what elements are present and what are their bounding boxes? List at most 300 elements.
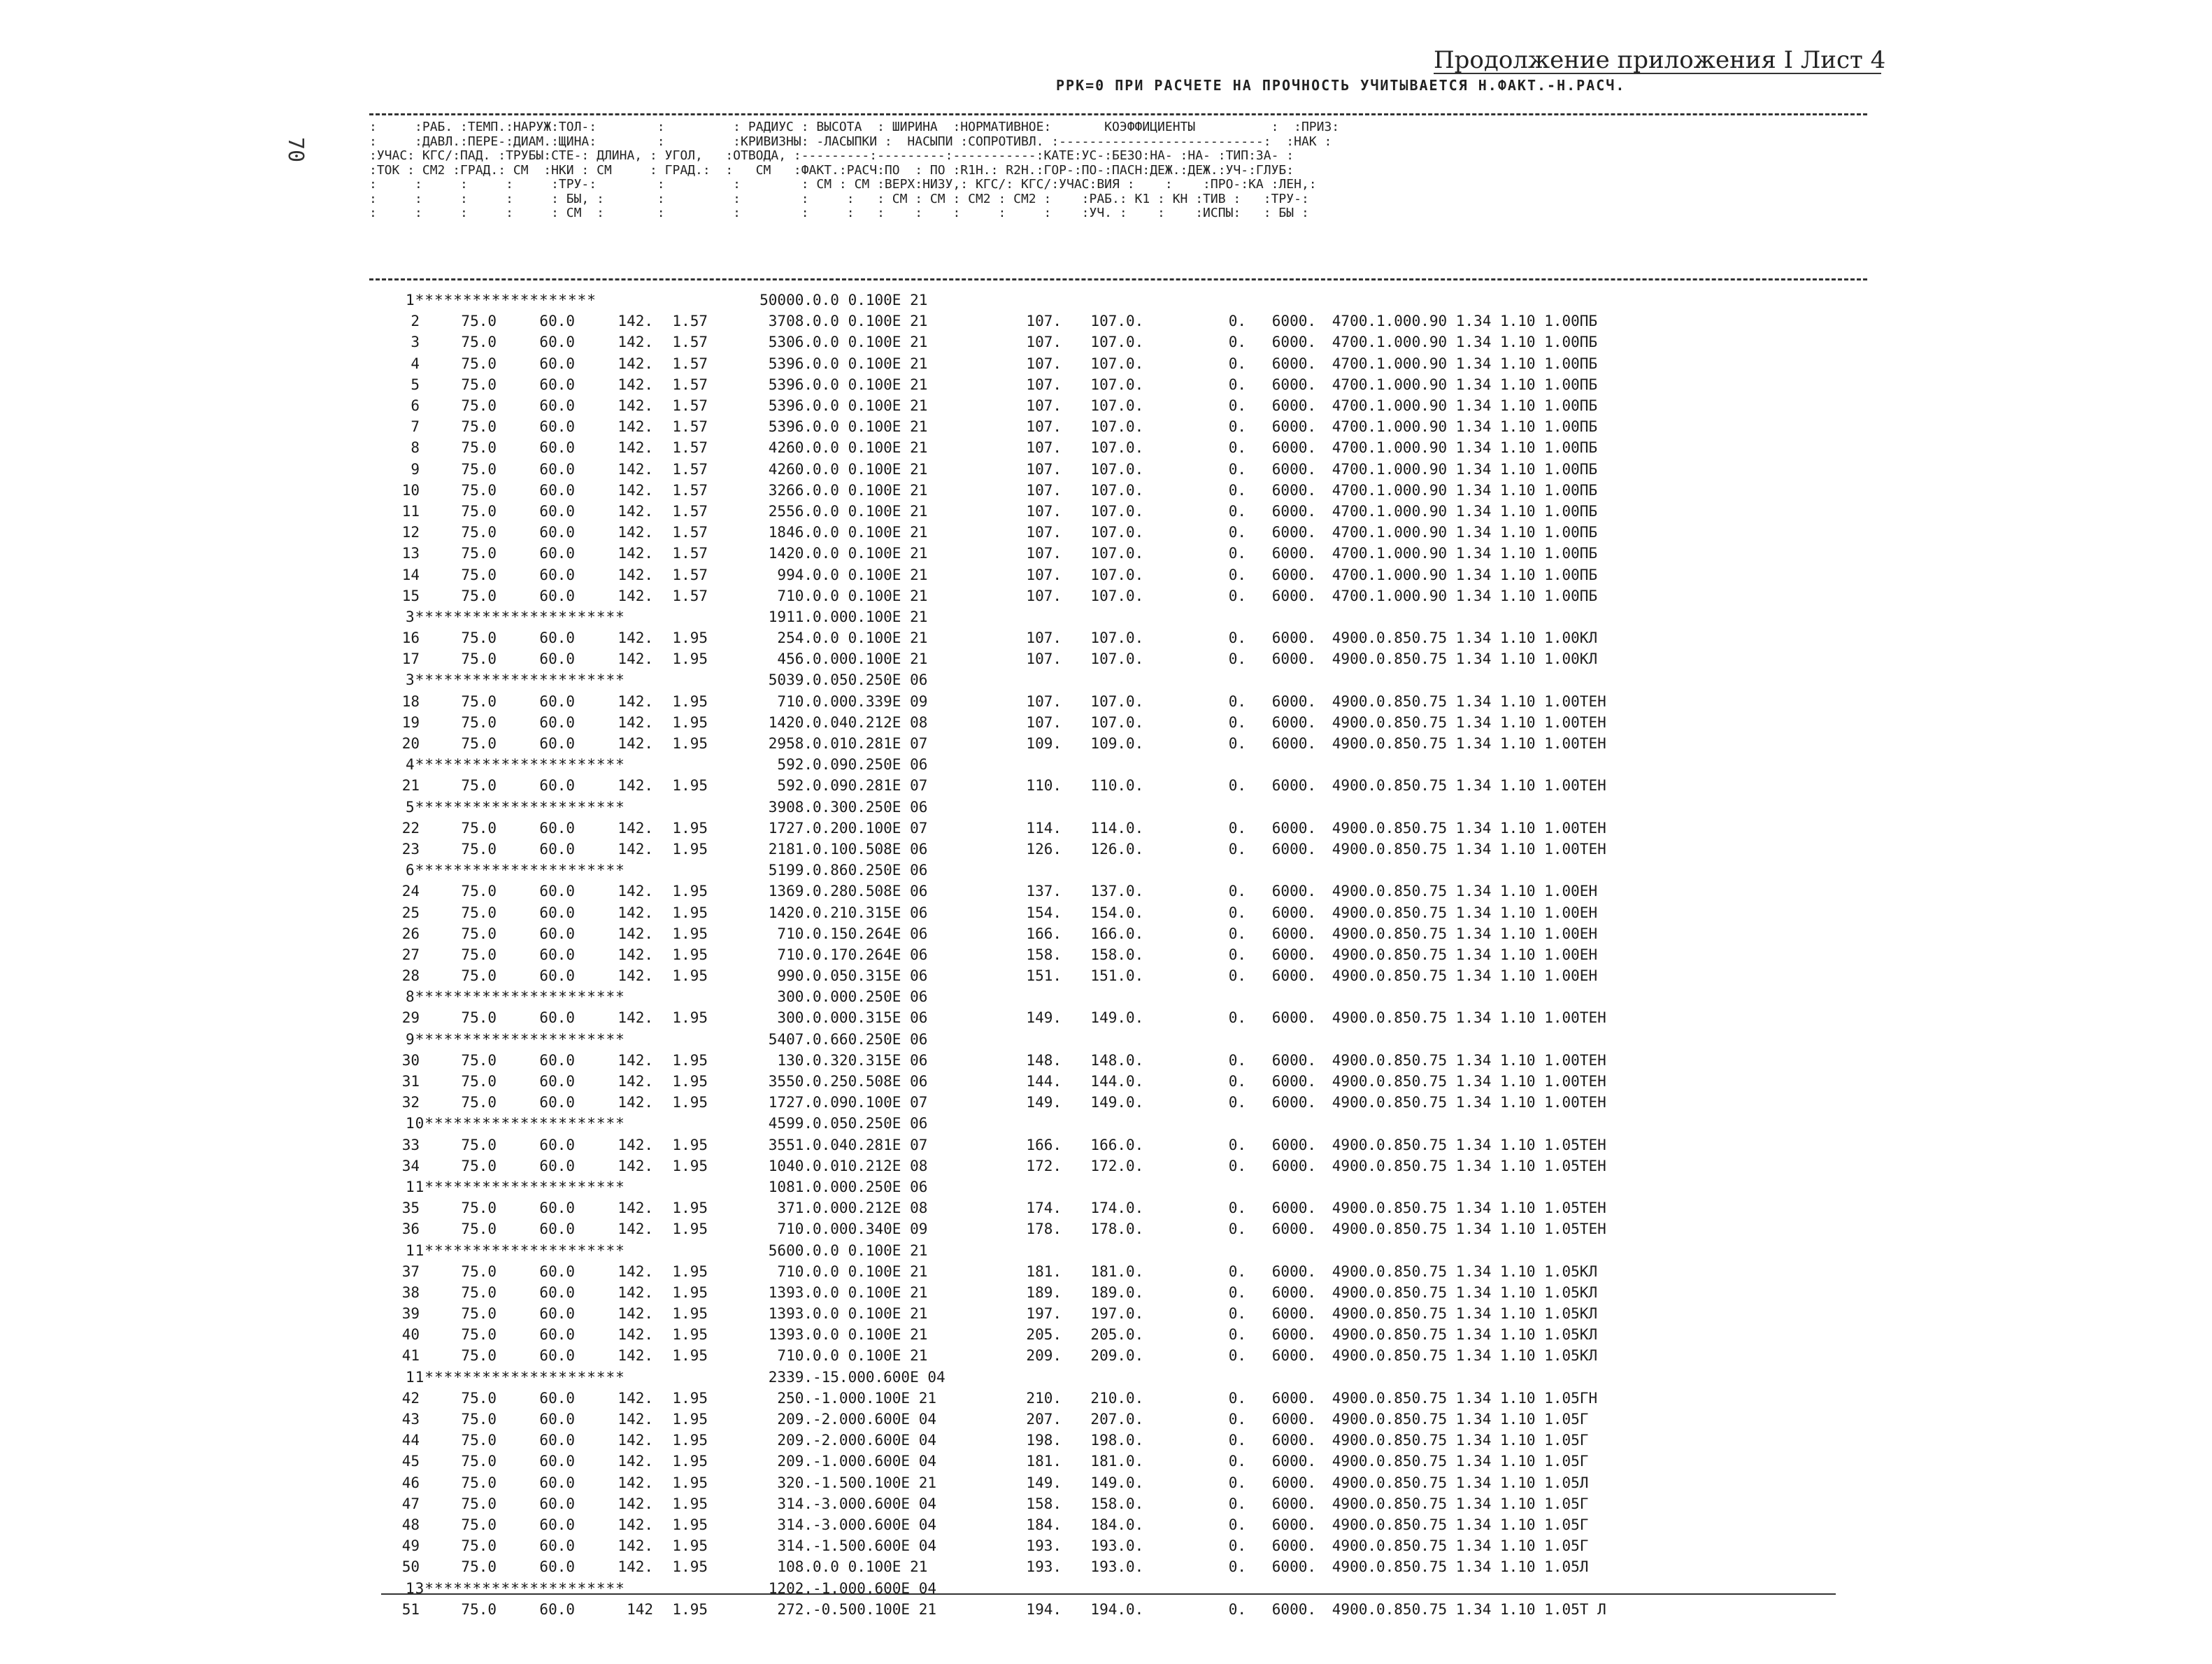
cell-h1: 198. — [1026, 1432, 1062, 1449]
cell-h2: 107. — [1090, 481, 1126, 499]
cell-angle: -1.500.600E 04 — [813, 1537, 937, 1555]
group-angle: 0.0 0.100E 21 — [813, 292, 928, 309]
cell-up: 0. — [1126, 946, 1144, 963]
cell-p: 75.0 — [461, 1537, 497, 1555]
cell-r2: 4700. — [1332, 524, 1376, 541]
cell-k: 0.850.75 1.34 1.10 1.00 — [1376, 692, 1580, 710]
cell-len: 710. — [777, 1263, 813, 1280]
cell-dn: 0. — [1228, 524, 1246, 541]
cell-angle: 0.0 0.100E 21 — [813, 481, 928, 499]
cell-r1: 6000. — [1271, 524, 1316, 541]
cell-p: 75.0 — [461, 1411, 497, 1428]
table-row — [378, 395, 1622, 416]
table-row — [378, 1007, 1622, 1028]
cell-r2: 4900. — [1332, 1432, 1376, 1449]
cell-s: 1.57 — [672, 313, 708, 330]
cell-k: 1.000.90 1.34 1.10 1.00 — [1376, 460, 1580, 478]
cell-cat: Г — [1579, 1432, 1589, 1449]
cell-s: 1.95 — [672, 1347, 708, 1365]
cell-t: 60.0 — [539, 1073, 575, 1090]
cell-h2: 158. — [1090, 946, 1126, 963]
cell-t: 60.0 — [539, 587, 575, 604]
cell-up: 0. — [1126, 777, 1144, 795]
cell-r2: 4900. — [1332, 1221, 1376, 1238]
cell-h1: 107. — [1026, 566, 1062, 583]
cell-r1: 6000. — [1271, 819, 1316, 837]
cell-up: 0. — [1126, 1200, 1144, 1217]
cell-r1: 6000. — [1271, 1305, 1316, 1323]
cell-h2: 126. — [1090, 840, 1126, 858]
cell-dn: 0. — [1228, 946, 1246, 963]
group-length: 300. — [777, 988, 813, 1006]
cell-angle: 0.090.281E 07 — [813, 777, 928, 795]
cell-r2: 4700. — [1332, 439, 1376, 457]
cell-r1: 6000. — [1271, 418, 1316, 436]
cell-p: 75.0 — [461, 1305, 497, 1323]
cell-k: 0.850.75 1.34 1.10 1.05 — [1376, 1600, 1580, 1618]
cell-r1: 6000. — [1271, 1009, 1316, 1027]
cell-r1: 6000. — [1271, 439, 1316, 457]
cell-r1: 6000. — [1271, 313, 1316, 330]
cell-k: 1.000.90 1.34 1.10 1.00 — [1376, 439, 1580, 457]
cell-t: 60.0 — [539, 1009, 575, 1027]
cell-dn: 0. — [1228, 735, 1246, 753]
cell-r1: 6000. — [1271, 1558, 1316, 1576]
cell-t: 60.0 — [539, 566, 575, 583]
table-header-line: : : : : : БЫ, : : : : : : СМ : СМ : СМ2 : СМ2 : :РАБ.: К1 : КН :ТИВ : :ТРУ-: — [369, 191, 1309, 206]
cell-len: 5396. — [768, 418, 813, 436]
cell-r1: 6000. — [1271, 397, 1316, 415]
group-angle: 0.050.250E 06 — [813, 671, 928, 689]
cell-r2: 4700. — [1332, 587, 1376, 604]
cell-h2: 107. — [1090, 692, 1126, 710]
cell-up: 0. — [1126, 1558, 1144, 1576]
cell-dn: 0. — [1228, 334, 1246, 351]
cell-n: 19 — [401, 713, 420, 731]
cell-dn: 0. — [1228, 692, 1246, 710]
cell-len: 1040. — [768, 1157, 813, 1174]
cell-h1: 181. — [1026, 1453, 1062, 1470]
cell-dn: 0. — [1228, 1157, 1246, 1174]
cell-len: 3550. — [768, 1073, 813, 1090]
cell-up: 0. — [1126, 524, 1144, 541]
cell-d: 142. — [618, 1495, 653, 1512]
cell-angle: -2.000.600E 04 — [813, 1432, 937, 1449]
cell-r2: 4900. — [1332, 1389, 1376, 1407]
cell-d: 142. — [618, 692, 653, 710]
cell-t: 60.0 — [539, 904, 575, 921]
cell-cat: ПБ — [1579, 376, 1598, 393]
cell-p: 75.0 — [461, 334, 497, 351]
cell-up: 0. — [1126, 692, 1144, 710]
table-row — [378, 1388, 1622, 1409]
cell-r2: 4900. — [1332, 1326, 1376, 1344]
group-marker — [378, 1029, 708, 1050]
cell-up: 0. — [1126, 1136, 1144, 1153]
cell-dn: 0. — [1228, 566, 1246, 583]
cell-dn: 0. — [1228, 713, 1246, 731]
cell-s: 1.95 — [672, 1009, 708, 1027]
cell-cat: ЕН — [1579, 904, 1598, 921]
cell-cat: ЕН — [1579, 925, 1598, 942]
cell-t: 60.0 — [539, 460, 575, 478]
cell-k: 0.850.75 1.34 1.10 1.05 — [1376, 1283, 1580, 1301]
page-subtitle: РРК=0 ПРИ РАСЧЕТЕ НА ПРОЧНОСТЬ УЧИТЫВАЕТСЯ Н.ФАКТ.-Н.РАСЧ. — [1056, 77, 1626, 94]
cell-cat: ТЕН — [1579, 735, 1606, 753]
results-table — [378, 290, 1622, 1620]
cell-n: 49 — [401, 1537, 420, 1555]
cell-cat: ТЕН — [1579, 1073, 1606, 1090]
cell-k: 0.850.75 1.34 1.10 1.00 — [1376, 883, 1580, 900]
cell-p: 75.0 — [461, 355, 497, 372]
cell-h2: 109. — [1090, 735, 1126, 753]
cell-t: 60.0 — [539, 692, 575, 710]
cell-r1: 6000. — [1271, 481, 1316, 499]
cell-r1: 6000. — [1271, 355, 1316, 372]
group-summary-row — [378, 986, 1622, 1007]
group-angle: 0.000.250E 06 — [813, 988, 928, 1006]
cell-h2: 149. — [1090, 1094, 1126, 1111]
cell-dn: 0. — [1228, 1009, 1246, 1027]
cell-t: 60.0 — [539, 1347, 575, 1365]
group-marker — [378, 797, 708, 818]
cell-p: 75.0 — [461, 1326, 497, 1344]
cell-s: 1.95 — [672, 1157, 708, 1174]
cell-k: 0.850.75 1.34 1.10 1.00 — [1376, 967, 1580, 985]
cell-k: 0.850.75 1.34 1.10 1.00 — [1376, 904, 1580, 921]
cell-t: 60.0 — [539, 502, 575, 520]
cell-d: 142. — [618, 1073, 653, 1090]
cell-n: 16 — [401, 630, 420, 647]
cell-r1: 6000. — [1271, 1347, 1316, 1365]
cell-n: 26 — [401, 925, 420, 942]
cell-t: 60.0 — [539, 1136, 575, 1153]
cell-d: 142. — [618, 650, 653, 668]
cell-p: 75.0 — [461, 777, 497, 795]
cell-t: 60.0 — [539, 967, 575, 985]
cell-h1: 126. — [1026, 840, 1062, 858]
cell-n: 38 — [401, 1283, 420, 1301]
cell-len: 1727. — [768, 819, 813, 837]
cell-len: 3708. — [768, 313, 813, 330]
cell-t: 60.0 — [539, 1474, 575, 1491]
cell-r2: 4700. — [1332, 460, 1376, 478]
cell-h1: 193. — [1026, 1558, 1062, 1576]
group-length: 1911. — [768, 608, 813, 625]
group-number: 11 — [406, 1178, 425, 1195]
cell-cat: ПБ — [1579, 439, 1598, 457]
table-row — [378, 1599, 1622, 1620]
cell-d: 142. — [618, 1474, 653, 1491]
cell-n: 46 — [401, 1474, 420, 1491]
cell-angle: 0.010.281E 07 — [813, 735, 928, 753]
cell-t: 60.0 — [539, 313, 575, 330]
cell-d: 142. — [618, 397, 653, 415]
cell-s: 1.95 — [672, 883, 708, 900]
cell-p: 75.0 — [461, 840, 497, 858]
cell-d: 142. — [618, 713, 653, 731]
cell-s: 1.57 — [672, 397, 708, 415]
cell-t: 60.0 — [539, 1516, 575, 1533]
cell-cat: КЛ — [1579, 1326, 1598, 1344]
cell-p: 75.0 — [461, 1263, 497, 1280]
cell-len: 2958. — [768, 735, 813, 753]
cell-dn: 0. — [1228, 1073, 1246, 1090]
cell-s: 1.57 — [672, 524, 708, 541]
cell-r2: 4900. — [1332, 777, 1376, 795]
cell-h2: 197. — [1090, 1305, 1126, 1323]
cell-r1: 6000. — [1271, 1157, 1316, 1174]
cell-r1: 6000. — [1271, 1432, 1316, 1449]
cell-s: 1.95 — [672, 967, 708, 985]
cell-r2: 4900. — [1332, 735, 1376, 753]
cell-angle: 0.280.508E 06 — [813, 883, 928, 900]
cell-angle: 0.000.340E 09 — [813, 1221, 928, 1238]
cell-t: 60.0 — [539, 819, 575, 837]
table-row — [378, 1409, 1622, 1430]
cell-cat: ТЕН — [1579, 713, 1606, 731]
cell-t: 60.0 — [539, 1600, 575, 1618]
cell-t: 60.0 — [539, 650, 575, 668]
cell-cat: ЕН — [1579, 883, 1598, 900]
cell-n: 36 — [401, 1221, 420, 1238]
cell-r1: 6000. — [1271, 1073, 1316, 1090]
cell-d: 142. — [618, 355, 653, 372]
cell-h1: 174. — [1026, 1200, 1062, 1217]
cell-angle: 0.0 0.100E 21 — [813, 630, 928, 647]
cell-n: 29 — [401, 1009, 420, 1027]
group-number: 5 — [406, 798, 415, 816]
cell-n: 27 — [401, 946, 420, 963]
cell-k: 0.850.75 1.34 1.10 1.05 — [1376, 1453, 1580, 1470]
cell-d: 142. — [618, 1537, 653, 1555]
cell-r1: 6000. — [1271, 840, 1316, 858]
cell-angle: 0.040.281E 07 — [813, 1136, 928, 1153]
cell-cat: ПБ — [1579, 313, 1598, 330]
group-summary-row — [378, 290, 1622, 311]
cell-h2: 207. — [1090, 1411, 1126, 1428]
cell-h2: 107. — [1090, 355, 1126, 372]
cell-t: 60.0 — [539, 1283, 575, 1301]
cell-angle: -3.000.600E 04 — [813, 1516, 937, 1533]
cell-angle: 0.0 0.100E 21 — [813, 1347, 928, 1365]
cell-dn: 0. — [1228, 1094, 1246, 1111]
cell-dn: 0. — [1228, 1516, 1246, 1533]
cell-n: 34 — [401, 1157, 420, 1174]
cell-p: 75.0 — [461, 630, 497, 647]
cell-dn: 0. — [1228, 1600, 1246, 1618]
cell-r2: 4700. — [1332, 355, 1376, 372]
cell-s: 1.57 — [672, 418, 708, 436]
cell-dn: 0. — [1228, 630, 1246, 647]
cell-cat: ПБ — [1579, 502, 1598, 520]
cell-t: 60.0 — [539, 735, 575, 753]
cell-p: 75.0 — [461, 650, 497, 668]
cell-p: 75.0 — [461, 313, 497, 330]
cell-r2: 4900. — [1332, 1347, 1376, 1365]
cell-angle: 0.0 0.100E 21 — [813, 502, 928, 520]
cell-n: 30 — [401, 1051, 420, 1069]
cell-t: 60.0 — [539, 925, 575, 942]
cell-r2: 4900. — [1332, 1558, 1376, 1576]
cell-t: 60.0 — [539, 524, 575, 541]
cell-d: 142. — [618, 1263, 653, 1280]
cell-angle: 0.010.212E 08 — [813, 1157, 928, 1174]
cell-t: 60.0 — [539, 1157, 575, 1174]
cell-p: 75.0 — [461, 1432, 497, 1449]
cell-len: 4260. — [768, 439, 813, 457]
cell-r1: 6000. — [1271, 1283, 1316, 1301]
cell-d: 142. — [618, 1305, 653, 1323]
cell-angle: 0.0 0.100E 21 — [813, 587, 928, 604]
cell-len: 1846. — [768, 524, 813, 541]
cell-h1: 209. — [1026, 1347, 1062, 1365]
cell-r2: 4900. — [1332, 967, 1376, 985]
cell-len: 5396. — [768, 355, 813, 372]
cell-k: 0.850.75 1.34 1.10 1.00 — [1376, 819, 1580, 837]
cell-dn: 0. — [1228, 587, 1246, 604]
cell-d: 142. — [618, 840, 653, 858]
cell-h1: 107. — [1026, 524, 1062, 541]
cell-k: 0.850.75 1.34 1.10 1.05 — [1376, 1558, 1580, 1576]
table-row — [378, 437, 1622, 458]
group-length: 592. — [777, 756, 813, 774]
cell-r2: 4900. — [1332, 1051, 1376, 1069]
cell-cat: КЛ — [1579, 1283, 1598, 1301]
cell-up: 0. — [1126, 1157, 1144, 1174]
cell-d: 142. — [618, 334, 653, 351]
cell-len: 1420. — [768, 904, 813, 921]
cell-p: 75.0 — [461, 545, 497, 562]
cell-cat: ТЕН — [1579, 840, 1606, 858]
cell-n: 37 — [401, 1263, 420, 1280]
cell-k: 0.850.75 1.34 1.10 1.05 — [1376, 1537, 1580, 1555]
cell-cat: КЛ — [1579, 650, 1598, 668]
cell-p: 75.0 — [461, 925, 497, 942]
cell-k: 1.000.90 1.34 1.10 1.00 — [1376, 355, 1580, 372]
cell-r1: 6000. — [1271, 1094, 1316, 1111]
cell-dn: 0. — [1228, 397, 1246, 415]
cell-p: 75.0 — [461, 481, 497, 499]
cell-n: 12 — [401, 524, 420, 541]
cell-r2: 4900. — [1332, 946, 1376, 963]
table-row — [378, 881, 1622, 902]
cell-h2: 172. — [1090, 1157, 1126, 1174]
cell-len: 990. — [777, 967, 813, 985]
cell-cat: ПБ — [1579, 524, 1598, 541]
cell-cat: Г — [1579, 1453, 1589, 1470]
table-row — [378, 311, 1622, 332]
cell-r2: 4900. — [1332, 840, 1376, 858]
cell-r1: 6000. — [1271, 630, 1316, 647]
cell-r2: 4900. — [1332, 1516, 1376, 1533]
cell-angle: 0.0 0.100E 21 — [813, 524, 928, 541]
cell-k: 0.850.75 1.34 1.10 1.05 — [1376, 1305, 1580, 1323]
cell-cat: ТЕН — [1579, 692, 1606, 710]
cell-cat: Г — [1579, 1495, 1589, 1512]
cell-dn: 0. — [1228, 650, 1246, 668]
cell-n: 14 — [401, 566, 420, 583]
group-marker — [378, 669, 708, 690]
cell-h2: 149. — [1090, 1474, 1126, 1491]
cell-h2: 107. — [1090, 313, 1126, 330]
cell-len: 710. — [777, 1347, 813, 1365]
cell-dn: 0. — [1228, 1411, 1246, 1428]
cell-t: 60.0 — [539, 418, 575, 436]
cell-up: 0. — [1126, 1516, 1144, 1533]
cell-p: 75.0 — [461, 1283, 497, 1301]
group-length: 1202. — [768, 1579, 813, 1597]
cell-n: 23 — [401, 840, 420, 858]
group-marker — [378, 1367, 708, 1388]
cell-h1: 151. — [1026, 967, 1062, 985]
cell-d: 142. — [618, 524, 653, 541]
cell-len: 3266. — [768, 481, 813, 499]
cell-h2: 174. — [1090, 1200, 1126, 1217]
table-header — [369, 120, 1867, 276]
cell-len: 272. — [777, 1600, 813, 1618]
cell-dn: 0. — [1228, 1263, 1246, 1280]
cell-h1: 107. — [1026, 313, 1062, 330]
cell-r2: 4700. — [1332, 566, 1376, 583]
cell-d: 142. — [618, 904, 653, 921]
cell-t: 60.0 — [539, 439, 575, 457]
cell-h1: 107. — [1026, 713, 1062, 731]
cell-r2: 4900. — [1332, 1263, 1376, 1280]
table-row — [378, 923, 1622, 944]
cell-h1: 107. — [1026, 630, 1062, 647]
cell-t: 60.0 — [539, 1537, 575, 1555]
cell-h2: 181. — [1090, 1453, 1126, 1470]
group-length: 5199. — [768, 862, 813, 879]
cell-d: 142. — [618, 777, 653, 795]
cell-p: 75.0 — [461, 1136, 497, 1153]
cell-angle: -1.500.100E 21 — [813, 1474, 937, 1491]
cell-n: 21 — [401, 777, 420, 795]
table-row — [378, 1218, 1622, 1239]
cell-h2: 184. — [1090, 1516, 1126, 1533]
cell-angle: 0.0 0.100E 21 — [813, 545, 928, 562]
cell-cat: ТЕН — [1579, 1009, 1606, 1027]
cell-s: 1.95 — [672, 1326, 708, 1344]
group-marker — [378, 754, 708, 775]
cell-n: 47 — [401, 1495, 420, 1512]
table-row — [378, 543, 1622, 564]
table-row — [378, 944, 1622, 965]
cell-dn: 0. — [1228, 925, 1246, 942]
group-marker — [378, 860, 708, 881]
cell-p: 75.0 — [461, 460, 497, 478]
cell-r2: 4900. — [1332, 1474, 1376, 1491]
cell-h1: 197. — [1026, 1305, 1062, 1323]
cell-angle: 0.000.315E 06 — [813, 1009, 928, 1027]
cell-k: 1.000.90 1.34 1.10 1.00 — [1376, 376, 1580, 393]
cell-r1: 6000. — [1271, 1474, 1316, 1491]
cell-up: 0. — [1126, 1537, 1144, 1555]
cell-up: 0. — [1126, 1432, 1144, 1449]
cell-angle: 0.040.212E 08 — [813, 713, 928, 731]
cell-up: 0. — [1126, 1326, 1144, 1344]
group-stars: ********************** — [415, 1030, 625, 1048]
cell-r2: 4900. — [1332, 819, 1376, 837]
cell-up: 0. — [1126, 566, 1144, 583]
table-row — [378, 1303, 1622, 1324]
table-row — [378, 1493, 1622, 1514]
cell-len: 592. — [777, 777, 813, 795]
cell-n: 31 — [401, 1073, 420, 1090]
cell-r2: 4900. — [1332, 650, 1376, 668]
cell-len: 2556. — [768, 502, 813, 520]
